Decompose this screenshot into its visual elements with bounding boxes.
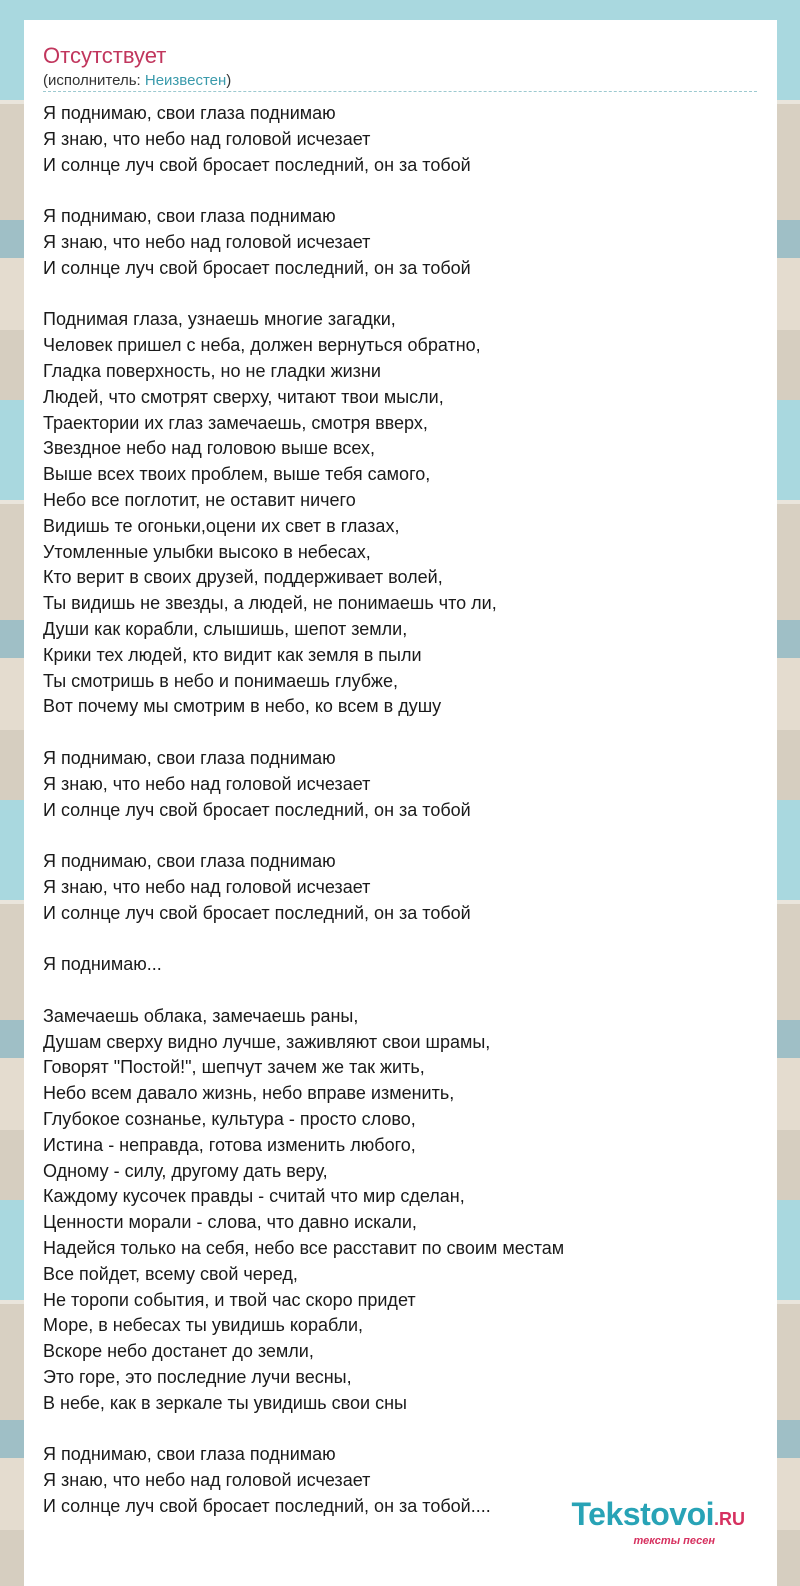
lyric-line: Каждому кусочек правды - считай что мир сделан, bbox=[43, 1186, 465, 1207]
lyric-line: Поднимая глаза, узнаешь многие загадки, bbox=[43, 309, 396, 330]
lyric-line: Видишь те огоньки,оцени их свет в глазах, bbox=[43, 515, 400, 536]
lyric-line: Вот почему мы смотрим в небо, ко всем в душу bbox=[43, 696, 442, 717]
lyric-line: Одному - силу, другому дать веру, bbox=[43, 1160, 328, 1181]
lyric-line: Я знаю, что небо над головой исчезает bbox=[43, 231, 371, 252]
lyric-line: Ты видишь не звезды, а людей, не понимаешь что ли, bbox=[43, 593, 497, 614]
lyric-line: Человек пришел с неба, должен вернуться обратно, bbox=[43, 335, 481, 356]
lyrics-stanza bbox=[43, 307, 757, 720]
lyric-line: Я поднимаю, свои глаза поднимаю bbox=[43, 747, 336, 768]
lyric-line: Небо всем давало жизнь, небо вправе изменить, bbox=[43, 1083, 455, 1104]
lyric-line: Ценности морали - слова, что давно искали, bbox=[43, 1212, 417, 1233]
lyric-line: Я знаю, что небо над головой исчезает bbox=[43, 1470, 371, 1491]
lyric-line: Крики тех людей, кто видит как земля в пыли bbox=[43, 644, 422, 665]
logo-tld: .RU bbox=[714, 1509, 745, 1529]
lyric-line: Небо все поглотит, не оставит ничего bbox=[43, 489, 356, 510]
lyric-line: Людей, что смотрят сверху, читают твои мысли, bbox=[43, 386, 444, 407]
lyrics-stanza bbox=[43, 1004, 757, 1417]
divider bbox=[43, 91, 757, 92]
lyric-line: Не торопи события, и твой час скоро придет bbox=[43, 1289, 416, 1310]
lyric-line: Я поднимаю, свои глаза поднимаю bbox=[43, 851, 336, 872]
lyrics-stanza bbox=[43, 204, 757, 281]
lyric-line: И солнце луч свой бросает последний, он за тобой bbox=[43, 154, 471, 175]
lyric-line: Ты смотришь в небо и понимаешь глубже, bbox=[43, 670, 398, 691]
lyric-line: Истина - неправда, готова изменить любого, bbox=[43, 1134, 416, 1155]
lyric-line: И солнце луч свой бросает последний, он за тобой bbox=[43, 799, 471, 820]
lyric-line: Душам сверху видно лучше, заживляют свои шрамы, bbox=[43, 1031, 491, 1052]
lyric-line: Я поднимаю, свои глаза поднимаю bbox=[43, 1444, 336, 1465]
logo-tagline: тексты песен bbox=[633, 1535, 715, 1547]
lyric-line: Замечаешь облака, замечаешь раны, bbox=[43, 1005, 359, 1026]
lyric-line: Я поднимаю... bbox=[43, 954, 162, 975]
lyric-line: Я поднимаю, свои глаза поднимаю bbox=[43, 103, 336, 123]
lyric-line: Надейся только на себя, небо все расставит по своим местам bbox=[43, 1238, 565, 1259]
logo-name: Tekstovoi bbox=[571, 1496, 714, 1532]
artist-prefix: (исполнитель: bbox=[43, 72, 145, 89]
lyrics-stanza bbox=[43, 746, 757, 823]
lyrics-stanza bbox=[43, 849, 757, 926]
lyric-line: Звездное небо над головою выше всех, bbox=[43, 438, 375, 459]
site-logo[interactable] bbox=[535, 1496, 745, 1547]
lyric-line: Все пойдет, всему свой черед, bbox=[43, 1263, 298, 1284]
lyric-line: Вскоре небо достанет до земли, bbox=[43, 1341, 314, 1362]
lyrics-stanza bbox=[43, 101, 757, 178]
lyrics-card bbox=[24, 20, 777, 1586]
lyric-line: Утомленные улыбки высоко в небесах, bbox=[43, 541, 371, 562]
lyrics-text bbox=[43, 101, 757, 1520]
lyric-line: Я знаю, что небо над головой исчезает bbox=[43, 773, 371, 794]
artist-line bbox=[43, 71, 757, 91]
lyric-line: Кто верит в своих друзей, поддерживает волей, bbox=[43, 567, 443, 588]
lyric-line: Души как корабли, слышишь, шепот земли, bbox=[43, 618, 408, 639]
lyric-line: И солнце луч свой бросает последний, он за тобой bbox=[43, 902, 471, 923]
lyrics-stanza bbox=[43, 952, 757, 978]
lyric-line: Траектории их глаз замечаешь, смотря вверх, bbox=[43, 412, 428, 433]
lyric-line: Глубокое сознанье, культура - просто слово, bbox=[43, 1109, 416, 1130]
lyric-line: И солнце луч свой бросает последний, он за тобой bbox=[43, 257, 471, 278]
artist-link[interactable]: Неизвестен bbox=[144, 72, 227, 89]
lyric-line: В небе, как в зеркале ты увидишь свои сны bbox=[43, 1392, 407, 1413]
lyric-line: Я поднимаю, свои глаза поднимаю bbox=[43, 206, 336, 227]
logo-wordmark bbox=[535, 1498, 745, 1535]
lyric-line: Выше всех твоих проблем, выше тебя самого, bbox=[43, 464, 431, 485]
lyric-line: Это горе, это последние лучи весны, bbox=[43, 1367, 352, 1388]
lyric-line: Гладка поверхность, но не гладки жизни bbox=[43, 360, 381, 381]
lyric-line: Море, в небесах ты увидишь корабли, bbox=[43, 1315, 364, 1336]
song-title: Отсутствует bbox=[43, 43, 167, 68]
lyric-line: И солнце луч свой бросает последний, он за тобой.... bbox=[43, 1496, 491, 1517]
lyric-line: Я знаю, что небо над головой исчезает bbox=[43, 128, 371, 149]
lyric-line: Я знаю, что небо над головой исчезает bbox=[43, 876, 371, 897]
lyric-line: Говорят "Постой!", шепчут зачем же так жить, bbox=[43, 1057, 425, 1078]
artist-suffix: ) bbox=[226, 72, 232, 89]
